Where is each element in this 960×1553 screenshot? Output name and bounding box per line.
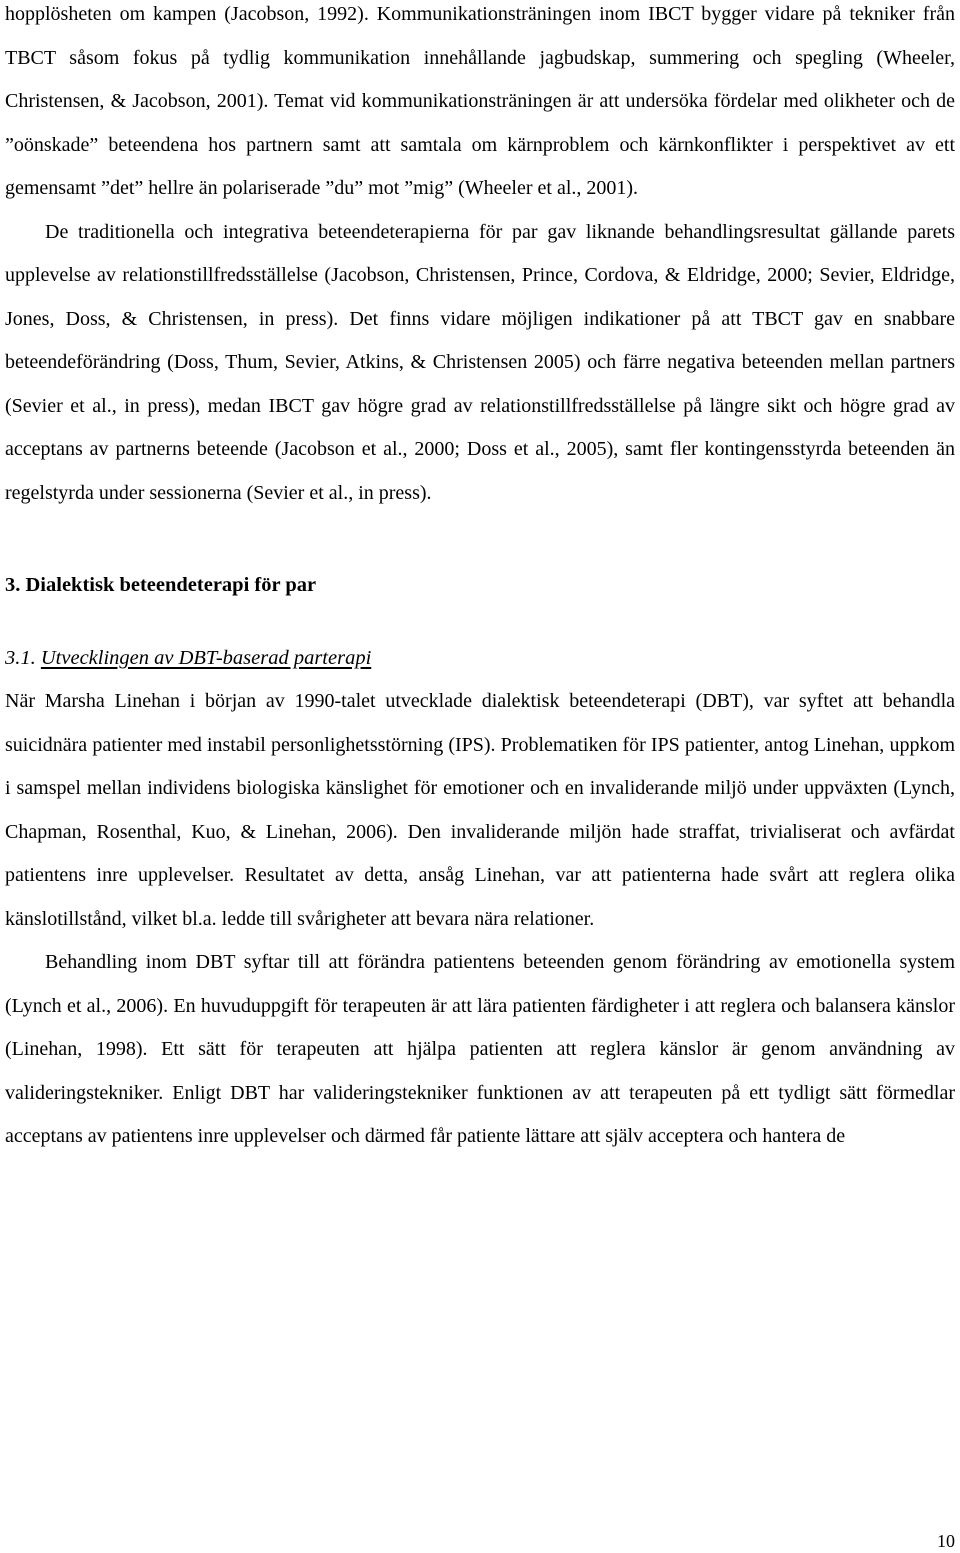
page-number: 10 — [937, 1531, 955, 1551]
body-paragraph: När Marsha Linehan i början av 1990-talet utvecklade dialektisk beteendeterapi (DBT), var syftet att behandla suicidnära patienter med instabil personlighetsstörning (IPS). Problematiken för IPS patienter, antog Linehan, uppkom i samspel mellan individens biologiska känslighet för emotioner och en invaliderande miljö under uppväxten (Lynch, Chapman, Rosenthal, Kuo, & Linehan, 2006). Den invaliderande miljön hade straffat, trivialiserat och avfärdat patientens inre upplevelser. Resultatet av detta, ansåg Linehan, var att patienterna hade svårt att reglera olika känslotillstånd, vilket bl.a. ledde till svårigheter att bevara nära relationer. — [5, 690, 955, 930]
subsection-heading — [5, 643, 955, 673]
body-paragraph: hopplösheten om kampen (Jacobson, 1992). Kommunikationsträningen inom IBCT bygger vidare på tekniker från TBCT såsom fokus på tydlig kommunikation innehållande jagbudskap, summering och spegling (Wheeler, Christensen, & Jacobson, 2001). Temat vid kommunikationsträningen är att undersöka fördelar med olikheter och de ”oönskade” beteendena hos partnern samt att samtala om kärnproblem och kärnkonflikter i perspektivet av ett gemensamt ”det” hellre än polariserade ”du” mot ”mig” (Wheeler et al., 2001). — [5, 3, 955, 199]
subsection-title: Utvecklingen av DBT-baserad parterapi — [40, 647, 372, 669]
subsection-number: 3.1. — [5, 647, 36, 669]
spacer — [5, 515, 955, 570]
body-paragraph: De traditionella och integrativa beteendeterapierna för par gav liknande behandlingsresultat gällande parets upplevelse av relationstillfredsställelse (Jacobson, Christensen, Prince, Cordova, & Eldridge, 2000; Sevier, Eldridge, Jones, Doss, & Christensen, in press). Det finns vidare möjligen indikationer på att TBCT gav en snabbare beteendeförändring (Doss, Thum, Sevier, Atkins, & Christensen 2005) och färre negativa beteenden mellan partners (Sevier et al., in press), medan IBCT gav högre grad av relationstillfredsställelse på längre sikt och högre grad av acceptans av partnerns beteende (Jacobson et al., 2000; Doss et al., 2005), samt fler kontingensstyrda beteenden än regelstyrda under sessionerna (Sevier et al., in press). — [5, 220, 955, 504]
section-heading: 3. Dialektisk beteendeterapi för par — [5, 574, 317, 596]
spacer — [5, 600, 955, 643]
document-page — [5, 0, 955, 1159]
body-paragraph: Behandling inom DBT syftar till att förändra patientens beteenden genom förändring av emotionella system (Lynch et al., 2006). En huvuduppgift för terapeuten är att lära patienten färdigheter i att reglera och balansera känslor (Linehan, 1998). Ett sätt för terapeuten att hjälpa patienten att reglera känslor är genom användning av valideringstekniker. Enligt DBT har valideringstekniker funktionen av att terapeuten på ett tydligt sätt förmedlar acceptans av patientens inre upplevelser och därmed får patiente lättare att själv acceptera och hantera de — [5, 951, 955, 1147]
